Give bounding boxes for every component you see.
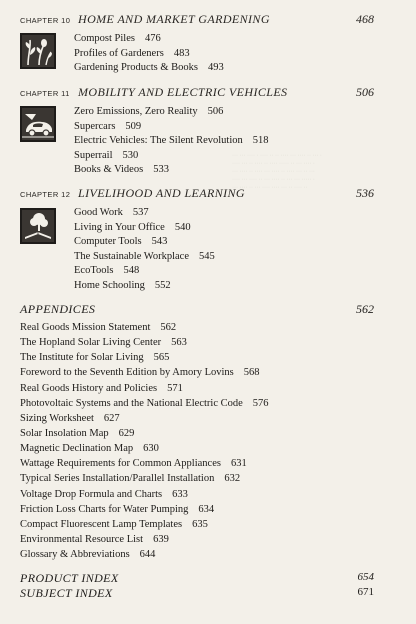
list-item: Wattage Requirements for Common Appliances 631 — [20, 458, 247, 470]
bleed-through-text: ··· ··· ···· · ···· ·· ·· ···· ··· ···· ·· ··· · ···· ··· ·· ···· ·· ···· ····· ·· ··· ···· · ··· ···· ·· ···· ··· ···· ·· ···· ··· ·· ··· ···· ··· ···· ·· ··· ···· ·· ··· ··· ····· · ··· ···· ·· ··· ···· ···· ··· ·· ···· ·· — [232, 153, 322, 191]
list-item: Good Work 537 — [74, 207, 149, 218]
list-item: Compact Fluorescent Lamp Templates 635 — [20, 518, 208, 530]
list-item: EcoTools 548 — [74, 265, 140, 277]
list-item: Superrail 530 — [74, 149, 139, 161]
list-item: Supercars 509 — [74, 120, 142, 132]
chapter-heading — [20, 12, 374, 28]
list-item: The Institute for Solar Living 565 — [20, 352, 170, 364]
electric-vehicle-icon — [20, 106, 56, 142]
index-page-number: 671 — [357, 586, 374, 598]
list-item: The Sustainable Workplace 545 — [74, 250, 215, 262]
chapter-heading — [20, 186, 374, 202]
list-item: Magnetic Declination Map 630 — [20, 443, 159, 455]
list-item: Compost Piles 476 — [74, 33, 161, 44]
list-item: Sizing Worksheet 627 — [20, 412, 120, 424]
appendices-entries — [20, 320, 269, 562]
list-item: Glossary & Abbreviations 644 — [20, 549, 156, 561]
list-item: Computer Tools 543 — [74, 236, 168, 248]
list-item: Books & Videos 533 — [74, 164, 169, 176]
list-item: Living in Your Office 540 — [74, 221, 191, 233]
appendices-heading: APPENDICES — [20, 302, 96, 316]
chapter-label: CHAPTER 12 — [20, 190, 71, 199]
appendices-page-number: 562 — [356, 302, 374, 316]
index-page-number: 654 — [357, 571, 374, 583]
list-item: Zero Emissions, Zero Reality 506 — [74, 106, 224, 117]
product-index-entry — [20, 571, 374, 585]
list-item: Real Goods History and Policies 571 — [20, 382, 183, 394]
list-item: Environmental Resource List 639 — [20, 533, 169, 545]
chapter-heading — [20, 85, 374, 101]
index-title: SUBJECT INDEX — [20, 586, 113, 600]
list-item: Real Goods Mission Statement 562 — [20, 322, 177, 333]
chapter-title: HOME AND MARKET GARDENING — [78, 12, 270, 26]
list-item: Solar Insolation Map 629 — [20, 427, 135, 439]
list-item: Foreword to the Seventh Edition by Amory Lovins 568 — [20, 367, 260, 379]
list-item: Gardening Products & Books 493 — [74, 62, 224, 74]
list-item: Profiles of Gardeners 483 — [74, 47, 190, 59]
list-item: Voltage Drop Formula and Charts 633 — [20, 488, 188, 500]
book-and-tree-icon — [20, 208, 56, 244]
list-item: Photovoltaic Systems and the National Electric Code 576 — [20, 397, 269, 409]
garden-plants-icon — [20, 33, 56, 69]
list-item: Home Schooling 552 — [74, 279, 171, 291]
chapter-entries — [74, 206, 215, 294]
list-item: The Hopland Solar Living Center 563 — [20, 337, 187, 349]
chapter-page-number: 506 — [356, 85, 374, 99]
index-title: PRODUCT INDEX — [20, 571, 119, 585]
subject-index-entry — [20, 586, 374, 600]
chapter-label: CHAPTER 10 — [20, 16, 71, 25]
chapter-entries — [74, 105, 269, 178]
list-item: Friction Loss Charts for Water Pumping 634 — [20, 503, 215, 515]
chapter-title: LIVELIHOOD AND LEARNING — [78, 186, 245, 200]
list-item: Electric Vehicles: The Silent Revolution 518 — [74, 135, 269, 147]
chapter-page-number: 536 — [356, 186, 374, 200]
chapter-page-number: 468 — [356, 12, 374, 26]
chapter-label: CHAPTER 11 — [20, 89, 70, 98]
chapter-entries — [74, 32, 224, 76]
chapter-title: MOBILITY AND ELECTRIC VEHICLES — [78, 85, 288, 99]
list-item: Typical Series Installation/Parallel Installation 632 — [20, 473, 241, 485]
